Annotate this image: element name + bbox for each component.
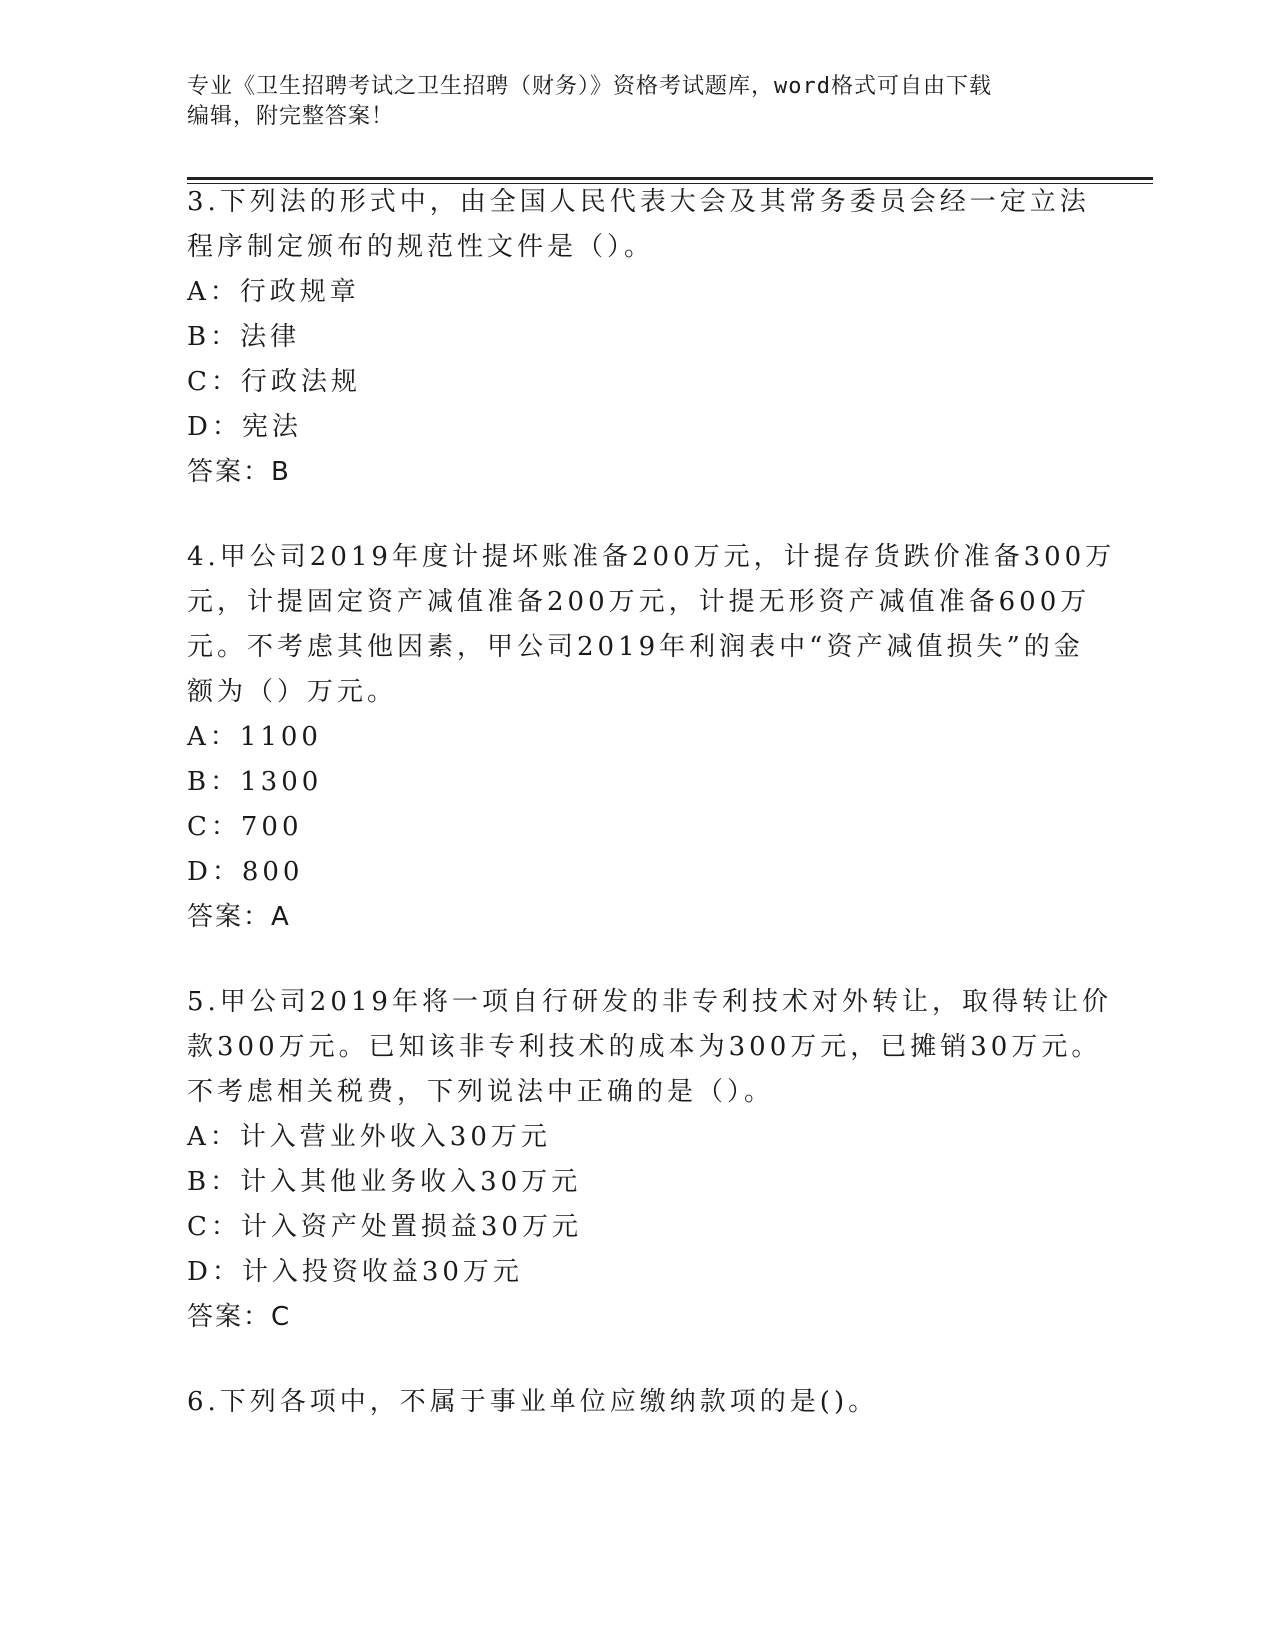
option-d: D：宪法: [187, 412, 302, 442]
answer-label: 答案：B: [187, 457, 291, 487]
question-stem-line: 6.下列各项中，不属于事业单位应缴纳款项的是()。: [187, 1387, 879, 1417]
option-c: C：计入资产处置损益30万元: [187, 1212, 582, 1242]
answer-label: 答案：A: [187, 902, 291, 932]
option-d: D：800: [187, 857, 304, 887]
question-stem-line: 额为（）万元。: [187, 677, 398, 707]
question-stem-line: 3.下列法的形式中，由全国人民代表大会及其常务委员会经一定立法: [187, 187, 1090, 217]
option-b: B：计入其他业务收入30万元: [187, 1167, 582, 1197]
question-stem-line: 元，计提固定资产减值准备200万元，计提无形资产减值准备600万: [187, 587, 1091, 617]
answer-label: 答案：C: [187, 1302, 292, 1332]
header-line-1: 专业《卫生招聘考试之卫生招聘（财务）》资格考试题库，word格式可自由下载: [187, 74, 992, 99]
question-stem-line: 程序制定颁布的规范性文件是（）。: [187, 232, 655, 262]
question-4: [187, 535, 1116, 940]
question-5: [187, 980, 1112, 1340]
option-a: A：行政规章: [187, 277, 360, 307]
option-a: A：1100: [187, 722, 322, 752]
header-line-2: 编辑，附完整答案！: [187, 104, 395, 129]
question-stem-line: 5.甲公司2019年将一项自行研发的非专利技术对外转让，取得转让价: [187, 987, 1112, 1017]
question-6: [187, 1380, 1087, 1425]
question-3: [187, 180, 1090, 495]
option-d: D：计入投资收益30万元: [187, 1257, 523, 1287]
option-c: C：行政法规: [187, 367, 361, 397]
option-a: A：计入营业外收入30万元: [187, 1122, 551, 1152]
option-b: B：法律: [187, 322, 301, 352]
document-header: [187, 72, 1067, 132]
question-stem-line: 元。不考虑其他因素，甲公司2019年利润表中“资产减值损失”的金: [187, 632, 1084, 662]
question-stem-line: 不考虑相关税费，下列说法中正确的是（）。: [187, 1077, 775, 1107]
question-stem-line: 4.甲公司2019年度计提坏账准备200万元，计提存货跌价准备300万: [187, 542, 1116, 572]
question-stem-line: 款300万元。已知该非专利技术的成本为300万元，已摊销30万元。: [187, 1032, 1102, 1062]
option-b: B：1300: [187, 767, 323, 797]
option-c: C：700: [187, 812, 303, 842]
